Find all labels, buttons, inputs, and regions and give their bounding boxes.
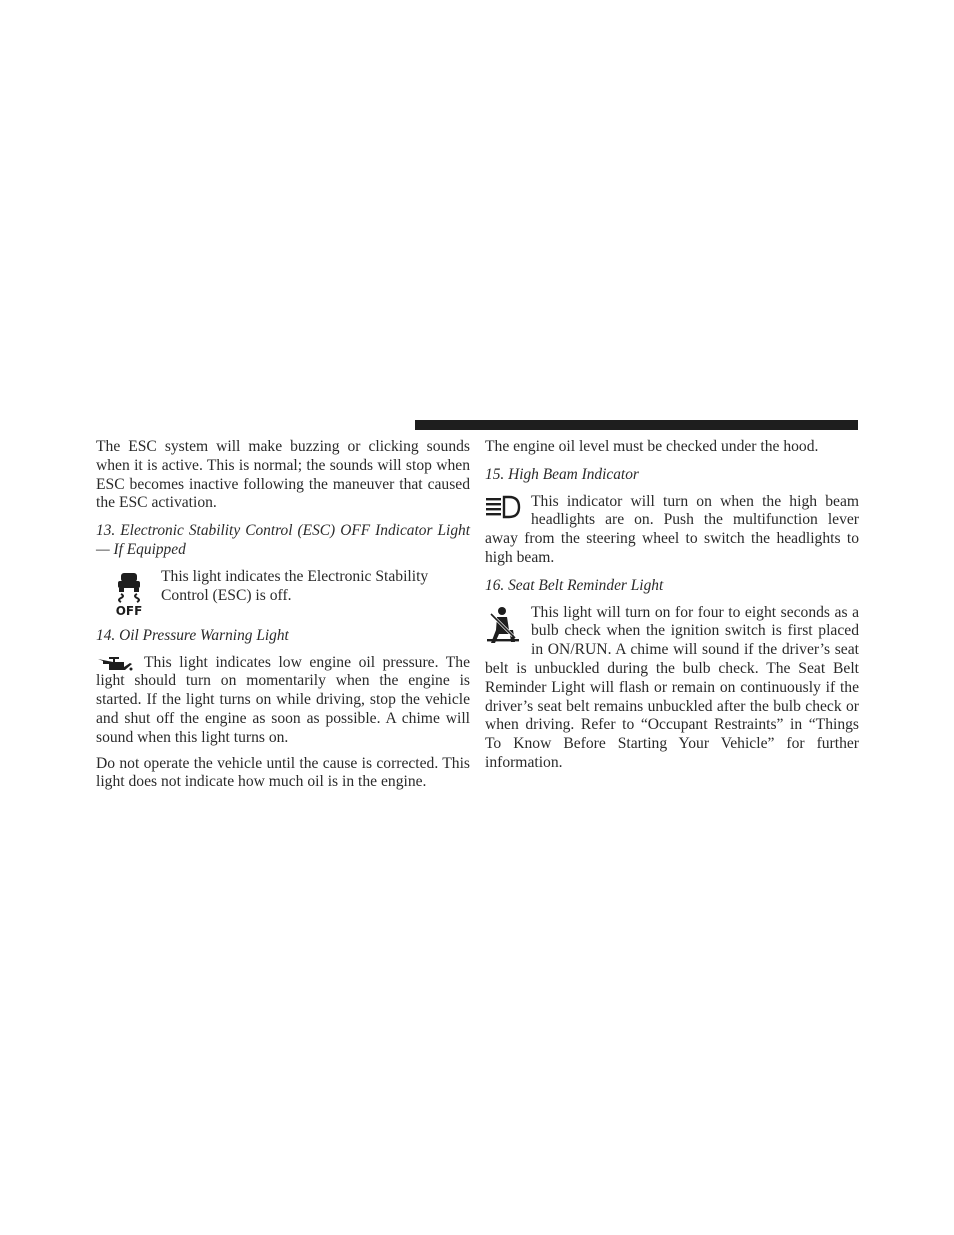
oil-can-icon [96, 656, 134, 672]
section-15-body: This indicator will turn on when the high beam headlights are on. Push the multifunction lever away from the steering wheel to switch the headlights to high beam. [485, 492, 859, 566]
oil-level-paragraph: The engine oil level must be checked under the hood. [485, 438, 819, 455]
section-15-heading: 15. High Beam Indicator [485, 465, 639, 483]
section-16-body: This light will turn on for four to eight seconds as a bulb check when the ignition switch is first placed in ON/RUN. A chime will sound if the driver’s seat belt is unbuckled during the bulb check. The Seat Belt Reminder Light will flash or remain on continuously if the driver’s seat belt remains unbuckled after the bulb check or when driving. Refer to “Occupant Restraints” in “Things To Know Before Starting Your Vehicle” for further information. [485, 603, 859, 771]
section-16-heading: 16. Seat Belt Reminder Light [485, 576, 664, 594]
esc-off-label: OFF [115, 603, 143, 617]
esc-off-icon [109, 571, 149, 617]
esc-intro-paragraph: The ESC system will make buzzing or clicking sounds when it is active. This is normal; the sounds will stop when ESC becomes inactive following the maneuver that caused the ESC activation. [96, 438, 470, 512]
high-beam-icon [485, 495, 521, 519]
section-14-heading: 14. Oil Pressure Warning Light [96, 626, 289, 644]
seat-belt-icon [485, 606, 521, 646]
right-column [485, 438, 859, 773]
left-column [96, 438, 470, 792]
header-rule [415, 420, 858, 430]
section-14-body: This light indicates low engine oil pressure. The light should turn on momentarily when the engine is started. If the light turns on while driving, stop the vehicle and shut off the engine as soon as possible. A chime will sound when this light turns on. [96, 653, 470, 746]
section-14-body-2: Do not operate the vehicle until the cause is corrected. This light does not indicate how much oil is in the engine. [96, 754, 470, 791]
section-13-body: This light indicates the Electronic Stability Control (ESC) is off. [161, 567, 429, 604]
section-13-heading: 13. Electronic Stability Control (ESC) OFF Indicator Light — If Equipped [96, 522, 470, 558]
